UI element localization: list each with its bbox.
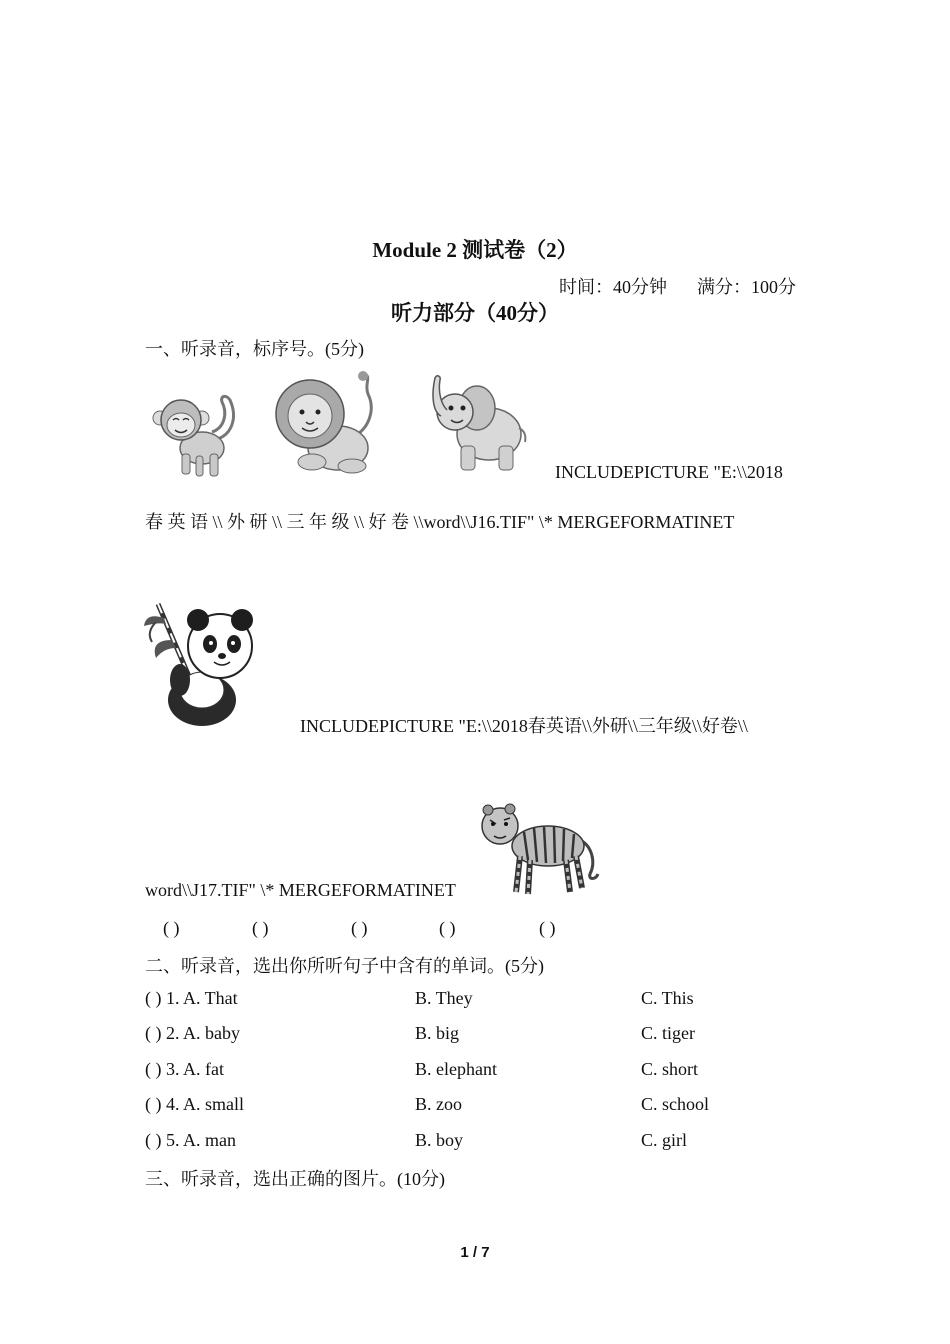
q2-row-3-option-a[interactable]: ( ) 3. A. fat [145, 1059, 224, 1079]
q2-row-2-option-a[interactable]: ( ) 2. A. baby [145, 1023, 240, 1043]
q1-blank-1[interactable]: ( ) [163, 918, 180, 938]
q2-row-5-option-a[interactable]: ( ) 5. A. man [145, 1130, 236, 1150]
q1-heading: 一、听录音，标序号。(5分) [145, 339, 364, 359]
field-code-j16-part1: INCLUDEPICTURE "E:\\2018 [555, 462, 783, 482]
lion-illustration [272, 370, 384, 478]
listening-section-header: 听力部分（40分） [391, 301, 559, 325]
monkey-illustration [152, 388, 240, 480]
page-title: Module 2 测试卷（2） [372, 238, 578, 262]
q2-row-1-option-a[interactable]: ( ) 1. A. That [145, 988, 238, 1008]
q2-row-4-option-b: B. zoo [415, 1094, 462, 1114]
exam-time: 时间：40分钟 [559, 277, 667, 297]
elephant-illustration [425, 372, 529, 476]
q2-row-1-option-b: B. They [415, 988, 473, 1008]
q2-row-1-option-c: C. This [641, 988, 694, 1008]
q2-heading: 二、听录音，选出你所听句子中含有的单词。(5分) [145, 956, 544, 976]
field-code-j17-part2: word\\J17.TIF" \* MERGEFORMATINET [145, 880, 456, 900]
q1-blank-5[interactable]: ( ) [539, 918, 556, 938]
q1-blank-3[interactable]: ( ) [351, 918, 368, 938]
q2-row-4-option-a[interactable]: ( ) 4. A. small [145, 1094, 244, 1114]
exam-full-score: 满分：100分 [697, 277, 796, 297]
tiger-illustration [478, 800, 602, 898]
q2-row-5-option-c: C. girl [641, 1130, 688, 1150]
field-code-j17-part1: INCLUDEPICTURE "E:\\2018春英语\\外研\\三年级\\好卷\\ [300, 716, 748, 736]
q2-row-3-option-b: B. elephant [415, 1059, 497, 1079]
q2-row-5-option-b: B. boy [415, 1130, 464, 1150]
q3-heading: 三、听录音，选出正确的图片。(10分) [145, 1169, 445, 1189]
q2-row-2-option-c: C. tiger [641, 1023, 695, 1043]
q2-row-3-option-c: C. short [641, 1059, 699, 1079]
field-code-j16-part2: 春 英 语 \\ 外 研 \\ 三 年 级 \\ 好 卷 \\word\\J16.TIF" \* MERGEFORMATINET [145, 512, 735, 532]
q1-blank-4[interactable]: ( ) [439, 918, 456, 938]
panda-illustration [142, 598, 260, 730]
q2-row-2-option-b: B. big [415, 1023, 460, 1043]
page-number: 1 / 7 [460, 1244, 490, 1261]
q1-blank-2[interactable]: ( ) [252, 918, 269, 938]
q2-row-4-option-c: C. school [641, 1094, 710, 1114]
